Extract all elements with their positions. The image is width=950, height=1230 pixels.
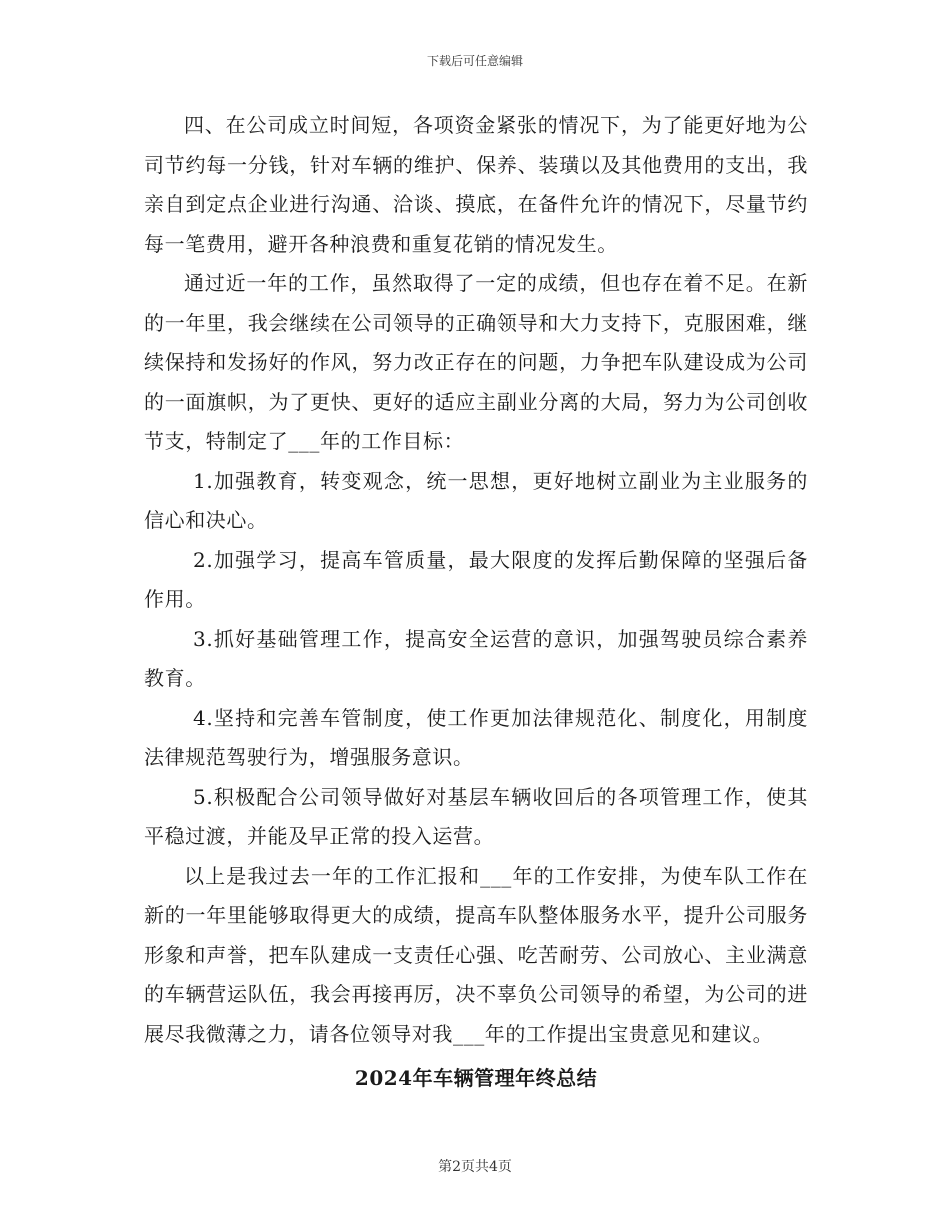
goal-item-5: 5.积极配合公司领导做好对基层车辆收回后的各项管理工作，使其平稳过渡，并能及早正常的投入运营。 — [144, 784, 808, 848]
section-title: 2024年车辆管理年终总结 — [354, 1066, 598, 1090]
goal-item-4: 4.坚持和完善车管制度，使工作更加法律规范化、制度化，用制度法律规范驾驶行为，增强服务意识。 — [144, 705, 808, 769]
goal-item-2: 2.加强学习，提高车管质量，最大限度的发挥后勤保障的坚强后备作用。 — [144, 547, 808, 611]
paragraph-cost-saving: 四、在公司成立时间短，各项资金紧张的情况下，为了能更好地为公司节约每一分钱，针对车辆的维护、保养、装璜以及其他费用的支出，我亲自到定点企业进行沟通、洽谈、摸底，在备件允许的情况下，尽量节约每一笔费用，避开各种浪费和重复花销的情况发生。 — [144, 113, 808, 256]
document-body — [144, 106, 808, 1098]
goal-item-3: 3.抓好基础管理工作，提高安全运营的意识，加强驾驶员综合素养教育。 — [144, 626, 808, 690]
page-footer: 第2页共4页 — [438, 1159, 512, 1175]
paragraph-goals-intro: 通过近一年的工作，虽然取得了一定的成绩，但也存在着不足。在新的一年里，我会继续在公司领导的正确领导和大力支持下，克服困难，继续保持和发扬好的作风，努力改正存在的问题，力争把车队建设成为公司的一面旗帜，为了更快、更好的适应主副业分离的大局，努力为公司创收节支，特制定了___年的工作目标： — [144, 271, 808, 453]
paragraph-closing: 以上是我过去一年的工作汇报和___年的工作安排，为使车队工作在新的一年里能够取得更大的成绩，提高车队整体服务水平，提升公司服务形象和声誉，把车队建成一支责任心强、吃苦耐劳、公司放心、主业满意的车辆营运队伍，我会再接再厉，决不辜负公司领导的希望，为公司的进展尽我微薄之力，请各位领导对我___年的工作提出宝贵意见和建议。 — [144, 863, 808, 1046]
page-header: 下载后可任意编辑 — [426, 54, 523, 68]
goal-item-1: 1.加强教育，转变观念，统一思想，更好地树立副业为主业服务的信心和决心。 — [144, 468, 808, 532]
